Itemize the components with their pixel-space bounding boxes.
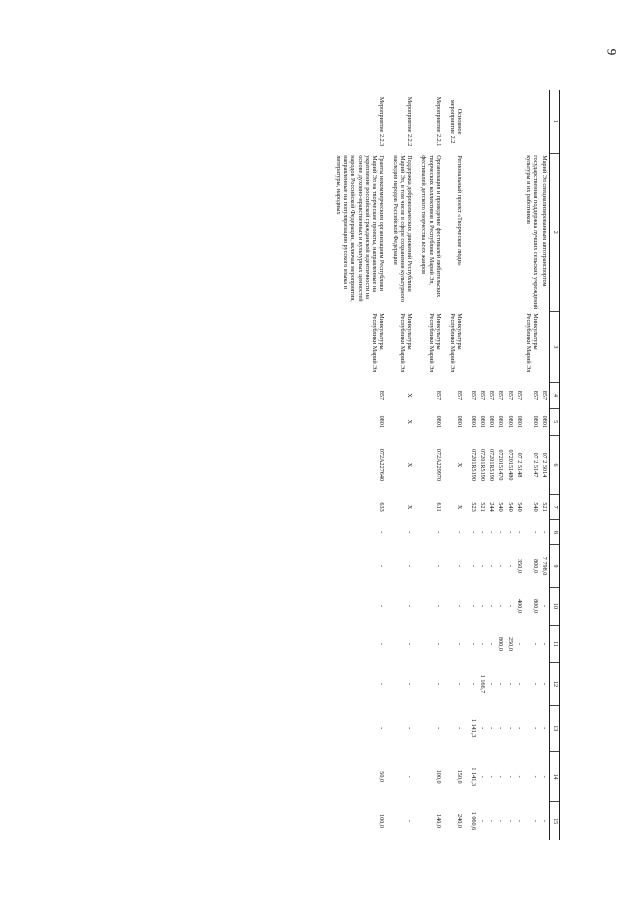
value-cell: - <box>506 727 514 730</box>
event-code-cell <box>515 90 524 153</box>
value-cell: - <box>479 819 487 822</box>
value-cell: - <box>541 531 549 534</box>
executor-cell: Минкультуры Республики Марий Эл <box>427 313 442 373</box>
value-cell: - <box>377 605 385 608</box>
table-row <box>487 90 496 840</box>
value-cell: - <box>541 605 549 608</box>
executor-cell <box>469 311 478 383</box>
event-code-cell <box>524 90 540 153</box>
value-cell: - <box>377 682 385 685</box>
value-cell: - <box>470 531 478 534</box>
value-cell: - <box>455 642 463 645</box>
value-cell: 857 <box>497 390 505 401</box>
column-header: 4 <box>550 383 560 408</box>
value-cell: - <box>497 565 505 568</box>
value-cell: - <box>479 565 487 568</box>
value-cell: - <box>541 727 549 730</box>
value-cell: - <box>515 531 523 534</box>
column-header: 14 <box>550 751 560 802</box>
executor-cell: Минкультуры Республики Марий Эл <box>399 313 414 373</box>
event-code-cell <box>505 90 514 153</box>
value-cell: 0801 <box>434 415 442 428</box>
value-cell: - <box>470 565 478 568</box>
executor-cell <box>487 311 496 383</box>
event-code-cell: Мероприятие 2.2.1 <box>434 96 442 147</box>
value-cell: - <box>455 605 463 608</box>
value-cell: X <box>406 419 414 424</box>
column-header: 7 <box>550 494 560 519</box>
event-code-cell <box>487 90 496 153</box>
column-header: 15 <box>550 802 560 840</box>
table-row <box>515 90 524 840</box>
value-cell: 1 060,6 <box>470 811 478 831</box>
column-header: 10 <box>550 587 560 625</box>
executor-cell: Минкультуры Республики Марий Эл <box>524 313 539 373</box>
column-header: 5 <box>550 408 560 435</box>
value-cell: - <box>434 605 442 608</box>
table-row <box>478 90 487 840</box>
value-cell: X <box>406 462 414 468</box>
value-cell: - <box>470 682 478 685</box>
value-cell: 07201R5190 <box>479 448 487 481</box>
column-header: 1 <box>550 90 560 153</box>
table-row <box>540 90 550 840</box>
table-body <box>334 90 550 840</box>
value-cell: 611 <box>434 502 442 512</box>
value-cell: 250,0 <box>506 636 514 651</box>
value-cell: - <box>434 727 442 730</box>
value-cell: 07201R5190 <box>470 448 478 481</box>
event-code-cell <box>478 90 487 153</box>
value-cell: 857 <box>488 390 496 401</box>
value-cell: - <box>434 642 442 645</box>
executor-cell: Минкультуры Республики Марий Эл <box>448 313 463 373</box>
event-name-cell <box>505 153 514 311</box>
value-cell: - <box>479 531 487 534</box>
event-name-cell: государственная поддержка лучших сельских учреждений культуры и их работников <box>524 155 539 310</box>
value-cell: - <box>515 682 523 685</box>
value-cell: 857 <box>434 390 442 401</box>
table-row <box>524 90 540 840</box>
value-cell: - <box>455 565 463 568</box>
value-cell: 857 <box>541 390 549 401</box>
value-cell: - <box>506 819 514 822</box>
value-cell: - <box>497 775 505 778</box>
budget-table <box>334 90 560 840</box>
value-cell: 072A229970 <box>434 448 442 482</box>
table-row <box>469 90 478 840</box>
rotated-table-container <box>115 90 560 840</box>
value-cell: - <box>506 565 514 568</box>
value-cell: X <box>406 393 414 398</box>
value-cell: - <box>515 819 523 822</box>
value-cell: - <box>470 642 478 645</box>
value-cell: - <box>488 531 496 534</box>
value-cell: - <box>488 565 496 568</box>
executor-cell: Минкультуры Республики Марий Эл <box>370 313 385 373</box>
value-cell: 540 <box>497 502 505 512</box>
column-header: 8 <box>550 520 560 545</box>
value-cell: 1 166,7 <box>479 674 487 694</box>
value-cell: - <box>479 775 487 778</box>
value-cell: 800,0 <box>531 559 539 573</box>
value-cell: X <box>406 504 414 510</box>
value-cell: - <box>406 775 414 778</box>
value-cell: 07 2 5148 <box>515 452 523 478</box>
value-cell: 1 141,3 <box>470 767 478 786</box>
value-cell: - <box>531 642 539 645</box>
executor-cell <box>505 311 514 383</box>
value-cell: 100,0 <box>377 814 385 828</box>
value-cell: 140,0 <box>434 814 442 828</box>
value-cell: 0801 <box>377 415 385 428</box>
table-row <box>334 90 391 840</box>
value-cell: 150,0 <box>455 769 463 784</box>
value-cell: - <box>406 605 414 608</box>
value-cell: 0801 <box>497 415 505 428</box>
table-row <box>391 90 419 840</box>
value-cell: - <box>470 605 478 608</box>
value-cell: - <box>531 775 539 778</box>
value-cell: 7 798,0 <box>541 556 549 576</box>
value-cell: 350,0 <box>515 559 523 573</box>
executor-cell <box>515 311 524 383</box>
value-cell: 857 <box>531 390 539 401</box>
value-cell: - <box>541 642 549 645</box>
value-cell: - <box>479 642 487 645</box>
event-name-cell <box>496 153 505 311</box>
event-name-cell: Марий Эл специализированным автотранспортом <box>541 155 549 287</box>
value-cell: 633 <box>377 502 385 512</box>
value-cell: 523 <box>470 502 478 512</box>
value-cell: - <box>455 727 463 730</box>
event-name-cell: Организация и проведение фестивалей любительских творческих коллективов в Республике Марий Эл, фестивалей детского творчества всех жанров <box>420 155 442 298</box>
value-cell: - <box>406 642 414 645</box>
value-cell: - <box>406 819 414 822</box>
column-header: 12 <box>550 663 560 705</box>
value-cell: - <box>531 682 539 685</box>
value-cell: - <box>488 819 496 822</box>
value-cell: 540 <box>515 502 523 512</box>
value-cell: - <box>377 727 385 730</box>
value-cell: - <box>488 682 496 685</box>
event-code-cell: Мероприятие 2.2.3 <box>377 96 385 147</box>
value-cell: - <box>377 565 385 568</box>
value-cell: - <box>479 727 487 730</box>
value-cell: - <box>406 531 414 534</box>
header-row <box>550 90 560 840</box>
value-cell: - <box>497 605 505 608</box>
value-cell: - <box>479 605 487 608</box>
table-row <box>419 90 447 840</box>
value-cell: 400,0 <box>515 599 523 613</box>
value-cell: - <box>406 727 414 730</box>
event-name-cell: Гранты некоммерческим организациям Республики Марий Эл на творческие проекты, направленные на укрепление российской гражданской идентичности на основе духовно-нравственных и культурных ценностей народов Российской Федерации, включая мероприятия, направленные на популяризацию русского языка и литературы, народных <box>335 155 385 302</box>
value-cell: - <box>506 775 514 778</box>
value-cell: 0801 <box>479 415 487 428</box>
value-cell: - <box>488 642 496 645</box>
event-code-cell <box>496 90 505 153</box>
value-cell: 0801 <box>541 415 549 428</box>
value-cell: 857 <box>455 390 463 401</box>
value-cell: - <box>488 775 496 778</box>
event-code-cell: Основное мероприятие 2.2 <box>448 99 463 144</box>
value-cell: 800,0 <box>531 599 539 613</box>
value-cell: - <box>497 727 505 730</box>
value-cell: 0720151480 <box>506 449 514 481</box>
value-cell: - <box>506 605 514 608</box>
value-cell: - <box>515 642 523 645</box>
value-cell: - <box>488 727 496 730</box>
event-code-cell: Мероприятие 2.2.2 <box>406 96 414 147</box>
value-cell: - <box>377 531 385 534</box>
value-cell: 800,0 <box>497 636 505 651</box>
value-cell: - <box>506 531 514 534</box>
column-header: 9 <box>550 545 560 587</box>
table-row <box>448 90 469 840</box>
value-cell: 1 141,3 <box>470 718 478 738</box>
value-cell: 07201R5190 <box>488 448 496 481</box>
value-cell: - <box>541 775 549 778</box>
value-cell: 240,0 <box>455 814 463 828</box>
value-cell: - <box>541 819 549 822</box>
value-cell: 521 <box>479 502 487 512</box>
value-cell: - <box>506 682 514 685</box>
value-cell: 072A227640 <box>377 448 385 482</box>
value-cell: 0801 <box>488 415 496 428</box>
value-cell: 540 <box>506 502 514 512</box>
value-cell: 521 <box>541 502 549 512</box>
value-cell: - <box>406 682 414 685</box>
column-header: 3 <box>550 311 560 383</box>
column-header: 11 <box>550 625 560 663</box>
value-cell: - <box>531 819 539 822</box>
event-name-cell: Региональный проект «Творческие люди» <box>455 155 463 266</box>
value-cell: 857 <box>479 390 487 401</box>
value-cell: 857 <box>515 390 523 401</box>
value-cell: 50,0 <box>377 771 385 783</box>
value-cell: - <box>488 605 496 608</box>
value-cell: 07 2 5014 <box>541 452 549 478</box>
value-cell: - <box>497 819 505 822</box>
event-code-cell <box>540 90 550 153</box>
executor-cell <box>540 311 550 383</box>
value-cell: - <box>406 565 414 568</box>
value-cell: - <box>434 565 442 568</box>
value-cell: - <box>531 727 539 730</box>
value-cell: - <box>434 682 442 685</box>
column-header: 2 <box>550 153 560 311</box>
value-cell: 244 <box>488 502 496 512</box>
column-header: 13 <box>550 705 560 751</box>
value-cell: 0801 <box>531 415 539 428</box>
value-cell: 0801 <box>470 415 478 428</box>
value-cell: - <box>515 727 523 730</box>
value-cell: 857 <box>470 390 478 401</box>
table-row <box>496 90 505 840</box>
value-cell: 0720151470 <box>497 449 505 481</box>
page-number: 9 <box>604 48 620 56</box>
value-cell: - <box>455 682 463 685</box>
value-cell: X <box>455 462 463 468</box>
value-cell: 857 <box>377 390 385 401</box>
value-cell: 857 <box>506 390 514 401</box>
column-header: 6 <box>550 435 560 494</box>
value-cell: 100,0 <box>434 769 442 784</box>
event-name-cell <box>487 153 496 311</box>
value-cell: X <box>455 504 463 510</box>
event-name-cell <box>478 153 487 311</box>
event-name-cell: Поддержка добровольческих движений Республики Марий Эл, в том числе в сфере сохранения культурного наследия народов Российской Федерации <box>392 155 414 303</box>
value-cell: - <box>377 642 385 645</box>
value-cell: 540 <box>531 502 539 512</box>
value-cell: - <box>541 682 549 685</box>
value-cell: 0801 <box>455 415 463 428</box>
value-cell: - <box>515 775 523 778</box>
value-cell: 0801 <box>515 415 523 428</box>
event-name-cell <box>469 153 478 311</box>
event-code-cell <box>469 90 478 153</box>
event-name-cell <box>515 153 524 311</box>
value-cell: - <box>497 682 505 685</box>
value-cell: - <box>497 531 505 534</box>
table-row <box>505 90 514 840</box>
value-cell: - <box>434 531 442 534</box>
value-cell: - <box>531 531 539 534</box>
value-cell: - <box>455 531 463 534</box>
value-cell: 0801 <box>506 415 514 428</box>
executor-cell <box>496 311 505 383</box>
value-cell: 07 2 5147 <box>531 452 539 478</box>
executor-cell <box>478 311 487 383</box>
